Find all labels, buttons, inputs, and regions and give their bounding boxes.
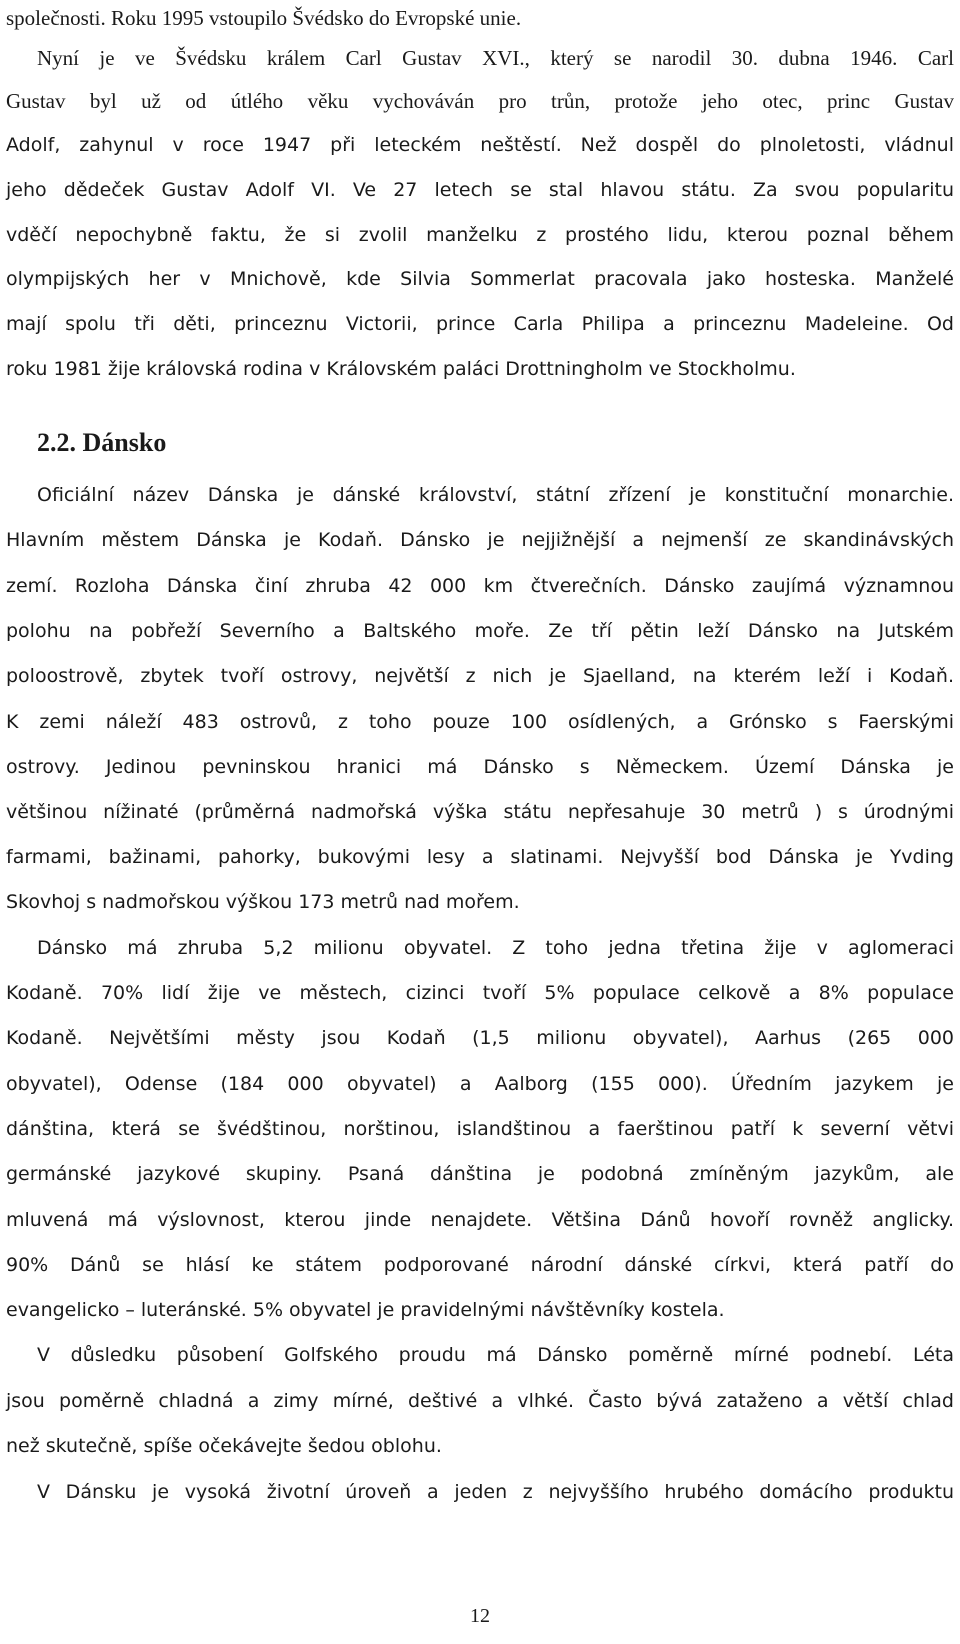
- text-line: zemí. Rozloha Dánska činí zhruba 42 000 km čtverečních. Dánsko zaujímá významnou: [6, 575, 954, 597]
- text-line: vděčí nepochybně faktu, že si zvolil manželku z prostého lidu, kterou poznal během: [6, 224, 954, 246]
- text-line: olympijských her v Mnichově, kde Silvia Sommerlat pracovala jako hosteska. Manželé: [6, 268, 954, 290]
- text-line: poloostrově, zbytek tvoří ostrovy, největší z nich je Sjaelland, na kterém leží i Kodaň.: [6, 665, 954, 687]
- text-line: většinou nížinaté (průměrná nadmořská výška státu nepřesahuje 30 metrů ) s úrodnými: [6, 801, 954, 823]
- text-line: ostrovy. Jedinou pevninskou hranici má Dánsko s Německem. Území Dánska je: [6, 756, 954, 778]
- text-line: mluvená má výslovnost, kterou jinde nenajdete. Většina Dánů hovoří rovněž anglicky.: [6, 1209, 954, 1231]
- text-line: Kodaně. 70% lidí žije ve městech, cizinci tvoří 5% populace celkově a 8% populace: [6, 982, 954, 1004]
- text-line: Kodaně. Největšími městy jsou Kodaň (1,5 milionu obyvatel), Aarhus (265 000: [6, 1027, 954, 1049]
- text-line: Dánsko má zhruba 5,2 milionu obyvatel. Z toho jedna třetina žije v aglomeraci: [37, 937, 954, 959]
- text-line: polohu na pobřeží Severního a Baltského moře. Ze tří pětin leží Dánsko na Jutském: [6, 620, 954, 642]
- text-line: K zemi náleží 483 ostrovů, z toho pouze 100 osídlených, a Grónsko s Faerskými: [6, 711, 954, 733]
- text-line: roku 1981 žije královská rodina v Královském paláci Drottningholm ve Stockholmu.: [6, 358, 796, 380]
- text-line: společnosti. Roku 1995 vstoupilo Švédsko do Evropské unie.: [6, 6, 522, 30]
- text-line: 90% Dánů se hlásí ke státem podporované národní dánské církvi, která patří do: [6, 1254, 954, 1276]
- text-line: evangelicko – luteránské. 5% obyvatel je pravidelnými návštěvníky kostela.: [6, 1299, 725, 1321]
- text-line: mají spolu tři děti, princeznu Victorii, prince Carla Philipa a princeznu Madeleine. Od: [6, 313, 954, 335]
- page-number: 12: [470, 1605, 490, 1627]
- text-line: farmami, bažinami, pahorky, bukovými lesy a slatinami. Nejvyšší bod Dánska je Yvding: [6, 846, 954, 868]
- text-line: Adolf, zahynul v roce 1947 při leteckém neštěstí. Než dospěl do plnoletosti, vládnul: [6, 134, 954, 156]
- text-line: než skutečně, spíše očekávejte šedou oblohu.: [6, 1435, 442, 1457]
- text-line: dánština, která se švédštinou, norštinou, islandštinou a faerštinou patří k severní větvi: [6, 1118, 954, 1140]
- section-heading: 2.2. Dánsko: [37, 428, 167, 457]
- text-line: jsou poměrně chladná a zimy mírné, deštivé a vlhké. Často bývá zataženo a větší chlad: [6, 1390, 954, 1412]
- text-line: Oficiální název Dánska je dánské království, státní zřízení je konstituční monarchie.: [37, 484, 954, 506]
- text-line: obyvatel), Odense (184 000 obyvatel) a Aalborg (155 000). Úředním jazykem je: [6, 1073, 954, 1095]
- text-line: Hlavním městem Dánska je Kodaň. Dánsko je nejjižnější a nejmenší ze skandinávských: [6, 529, 954, 551]
- text-line: Skovhoj s nadmořskou výškou 173 metrů nad mořem.: [6, 891, 520, 913]
- text-line: V Dánsku je vysoká životní úroveň a jeden z nejvyššího hrubého domácího produktu: [37, 1481, 954, 1503]
- text-line: V důsledku působení Golfského proudu má Dánsko poměrně mírné podnebí. Léta: [37, 1344, 954, 1366]
- text-line: germánské jazykové skupiny. Psaná dánština je podobná zmíněným jazykům, ale: [6, 1163, 954, 1185]
- text-line: Nyní je ve Švédsku králem Carl Gustav XVI., který se narodil 30. dubna 1946. Carl: [37, 46, 954, 70]
- text-line: jeho dědeček Gustav Adolf VI. Ve 27 letech se stal hlavou státu. Za svou popularitu: [6, 179, 954, 201]
- text-line: Gustav byl už od útlého věku vychováván pro trůn, protože jeho otec, princ Gustav: [6, 89, 954, 113]
